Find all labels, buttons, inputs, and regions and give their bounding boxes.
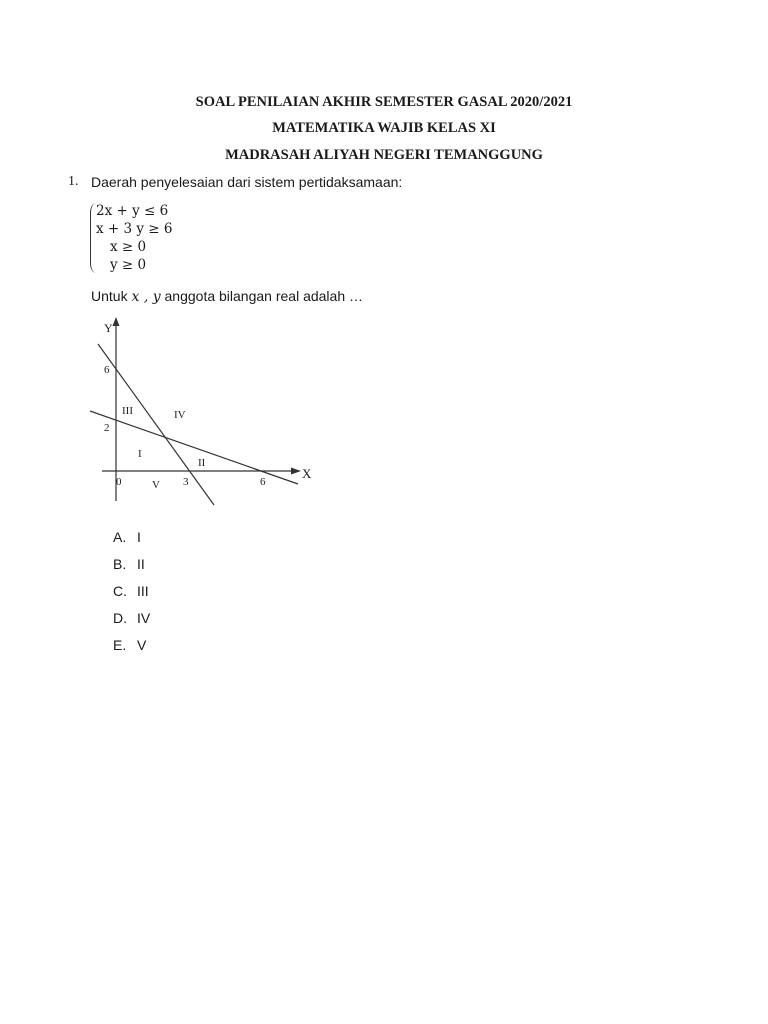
option-text: V [137, 637, 147, 653]
option-d[interactable] [113, 610, 150, 637]
question-text: Daerah penyelesaian dari sistem pertidaksamaan: [91, 174, 403, 190]
option-text: II [137, 556, 145, 572]
line-x-plus-3y-eq-6 [90, 411, 298, 484]
condition-prefix: Untuk [91, 288, 128, 304]
inequality-system [88, 201, 208, 277]
tick-y-6: 6 [104, 364, 110, 376]
option-letter: B. [113, 556, 127, 572]
region-label-iv: IV [174, 409, 186, 421]
origin-label: 0 [116, 476, 122, 488]
y-axis-label: Y [104, 321, 113, 335]
tick-x-3: 3 [183, 476, 189, 488]
inequality-4: y ≥ 0 [110, 257, 147, 273]
option-letter: C. [113, 583, 127, 599]
exam-title: SOAL PENILAIAN AKHIR SEMESTER GASAL 2020/2021 [195, 94, 573, 110]
x-axis-label: X [302, 466, 312, 481]
option-letter: A. [113, 529, 127, 545]
region-label-i: I [138, 448, 142, 460]
region-label-v: V [152, 479, 160, 491]
region-label-iii: III [122, 405, 133, 417]
question-number: 1. [68, 174, 79, 189]
condition-variables: x , y [131, 289, 161, 305]
condition-suffix: anggota bilangan real adalah … [164, 288, 364, 304]
inequality-3: x ≥ 0 [110, 239, 147, 255]
tick-y-2: 2 [104, 422, 110, 434]
inequality-2: x + 3 y ≥ 6 [96, 221, 173, 237]
option-text: III [137, 583, 149, 599]
region-label-ii: II [198, 457, 206, 469]
option-letter: E. [113, 637, 127, 653]
question-condition [91, 288, 363, 305]
option-a[interactable] [113, 529, 150, 556]
option-text: I [137, 529, 141, 545]
option-b[interactable] [113, 556, 150, 583]
inequality-1: 2x + y ≤ 6 [96, 203, 169, 219]
region-graph [80, 315, 320, 510]
school-name: MADRASAH ALIYAH NEGERI TEMANGGUNG [225, 147, 543, 163]
option-c[interactable] [113, 583, 150, 610]
option-text: IV [137, 610, 151, 626]
subject-title: MATEMATIKA WAJIB KELAS XI [272, 120, 496, 136]
answer-options [113, 529, 150, 664]
option-e[interactable] [113, 637, 150, 664]
option-letter: D. [113, 610, 127, 626]
tick-x-6: 6 [260, 476, 266, 488]
y-axis-arrow [113, 317, 120, 326]
x-axis-arrow [291, 468, 301, 475]
